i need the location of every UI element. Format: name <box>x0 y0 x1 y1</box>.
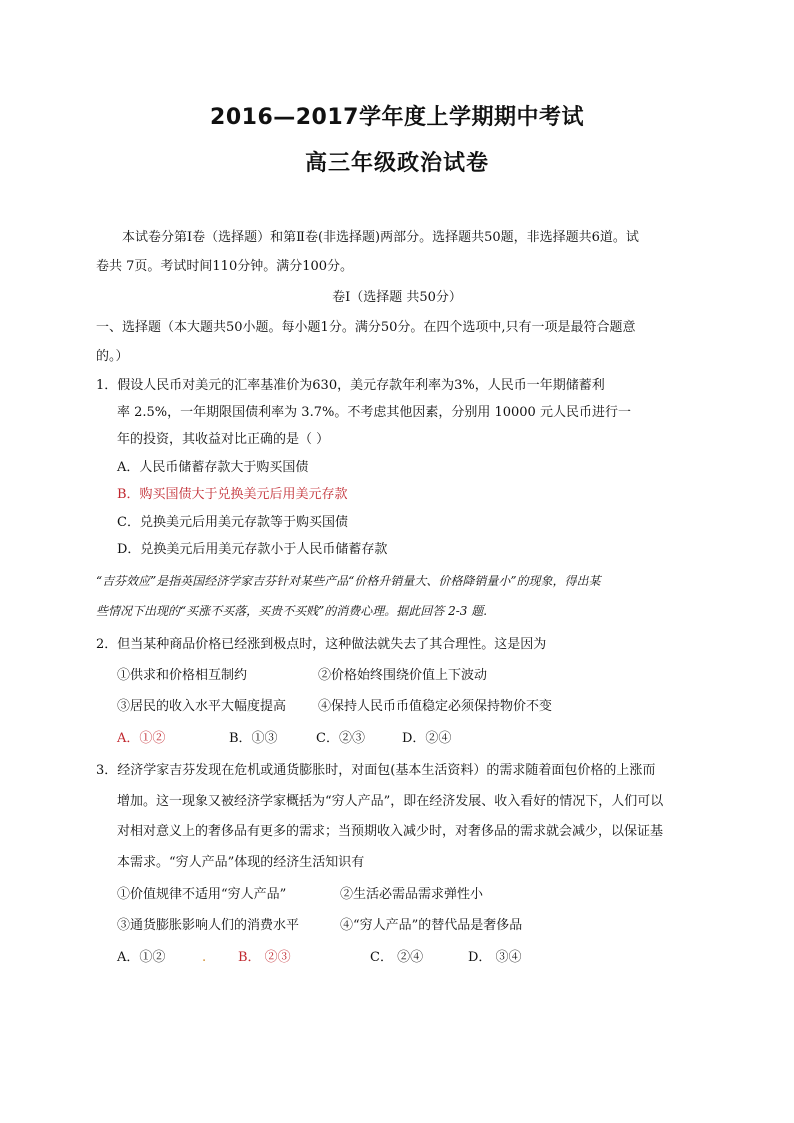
q3-stray-dot: . <box>202 950 207 965</box>
material-line-2: 些情况下出现的“买涨不买落，买贵不买贱”的消费心理。据此回答 2-3 题. <box>96 604 488 618</box>
q3-choice-b: B． ②③ <box>238 950 291 965</box>
q1-stem-line-2: 率 2.5%，一年期限国债利率为 3.7%。不考虑其他因素，分别用 10000 元人民币进行一 <box>117 405 631 420</box>
intro-line-2: 卷共 7页。考试时间110分钟。满分100分。 <box>96 259 354 274</box>
q3-choice-d: D． ③④ <box>468 950 522 965</box>
q3-item-4: ④“穷人产品”的替代品是奢侈品 <box>340 918 523 933</box>
q1-option-c: C．兑换美元后用美元存款等于购买国债 <box>117 515 348 530</box>
q2-item-2: ②价格始终围绕价值上下波动 <box>318 668 488 683</box>
q2-item-4: ④保持人民币币值稳定必须保持物价不变 <box>318 699 553 714</box>
q2-choice-b: B．①③ <box>229 731 278 746</box>
instruction-line-2: 的。） <box>96 349 129 364</box>
q3-stem-line-4: 本需求。“穷人产品”体现的经济生活知识有 <box>117 855 365 870</box>
q3-stem-line-2: 增加。这一现象又被经济学家概括为“穷人产品”，即在经济发展、收入看好的情况下，人们可以 <box>117 794 664 809</box>
q1-option-b: B．购买国债大于兑换美元后用美元存款 <box>117 487 348 502</box>
q3-stem-line-3: 对相对意义上的奢侈品有更多的需求；当预期收入减少时，对奢侈品的需求就会减少，以保证基 <box>117 824 664 839</box>
q2-item-3: ③居民的收入水平大幅度提高 <box>117 699 287 714</box>
q2-choice-c: C．②③ <box>316 731 365 746</box>
q2-choice-d: D．②④ <box>402 731 452 746</box>
q1-stem-line-1: 1．假设人民币对美元的汇率基准价为630，美元存款年利率为3%，人民币一年期储蓄利 <box>96 378 605 393</box>
q3-item-1: ①价值规律不适用“穷人产品” <box>117 887 287 902</box>
exam-title: 2016—2017学年度上学期期中考试 <box>210 105 584 130</box>
q2-choice-a: A．①② <box>117 731 166 746</box>
q3-choice-a: A．①② <box>117 950 166 965</box>
exam-subtitle: 高三年级政治试卷 <box>304 151 489 176</box>
instruction-line-1: 一、选择题（本大题共50小题。每小题1分。满分50分。在四个选项中,只有一项是最符合题意 <box>96 320 636 335</box>
q1-option-d: D．兑换美元后用美元存款小于人民币储蓄存款 <box>117 542 388 557</box>
q1-option-a: A．人民币储蓄存款大于购买国债 <box>117 460 309 475</box>
q3-stem-line-1: 3．经济学家吉芬发现在危机或通货膨胀时，对面包(基本生活资料）的需求随着面包价格的上涨而 <box>96 763 656 778</box>
q1-stem-line-3: 年的投资，其收益对比正确的是（ ） <box>117 432 330 447</box>
q3-choice-c: C． ②④ <box>370 950 424 965</box>
q2-item-1: ①供求和价格相互制约 <box>117 668 248 683</box>
section-heading: 卷Ⅰ（选择题 共50分） <box>332 290 462 305</box>
q3-item-2: ②生活必需品需求弹性小 <box>340 887 484 902</box>
q2-stem: 2．但当某种商品价格已经涨到极点时，这种做法就失去了其合理性。这是因为 <box>96 637 547 652</box>
material-line-1: “吉芬效应”是指英国经济学家吉芬针对某些产品“价格升销量大、价格降销量小”的现象，得出某 <box>96 574 601 588</box>
intro-line-1: 本试卷分第Ⅰ卷（选择题）和第Ⅱ卷(非选择题)两部分。选择题共50题，非选择题共6道。试 <box>122 230 639 245</box>
q3-item-3: ③通货膨胀影响人们的消费水平 <box>117 918 300 933</box>
